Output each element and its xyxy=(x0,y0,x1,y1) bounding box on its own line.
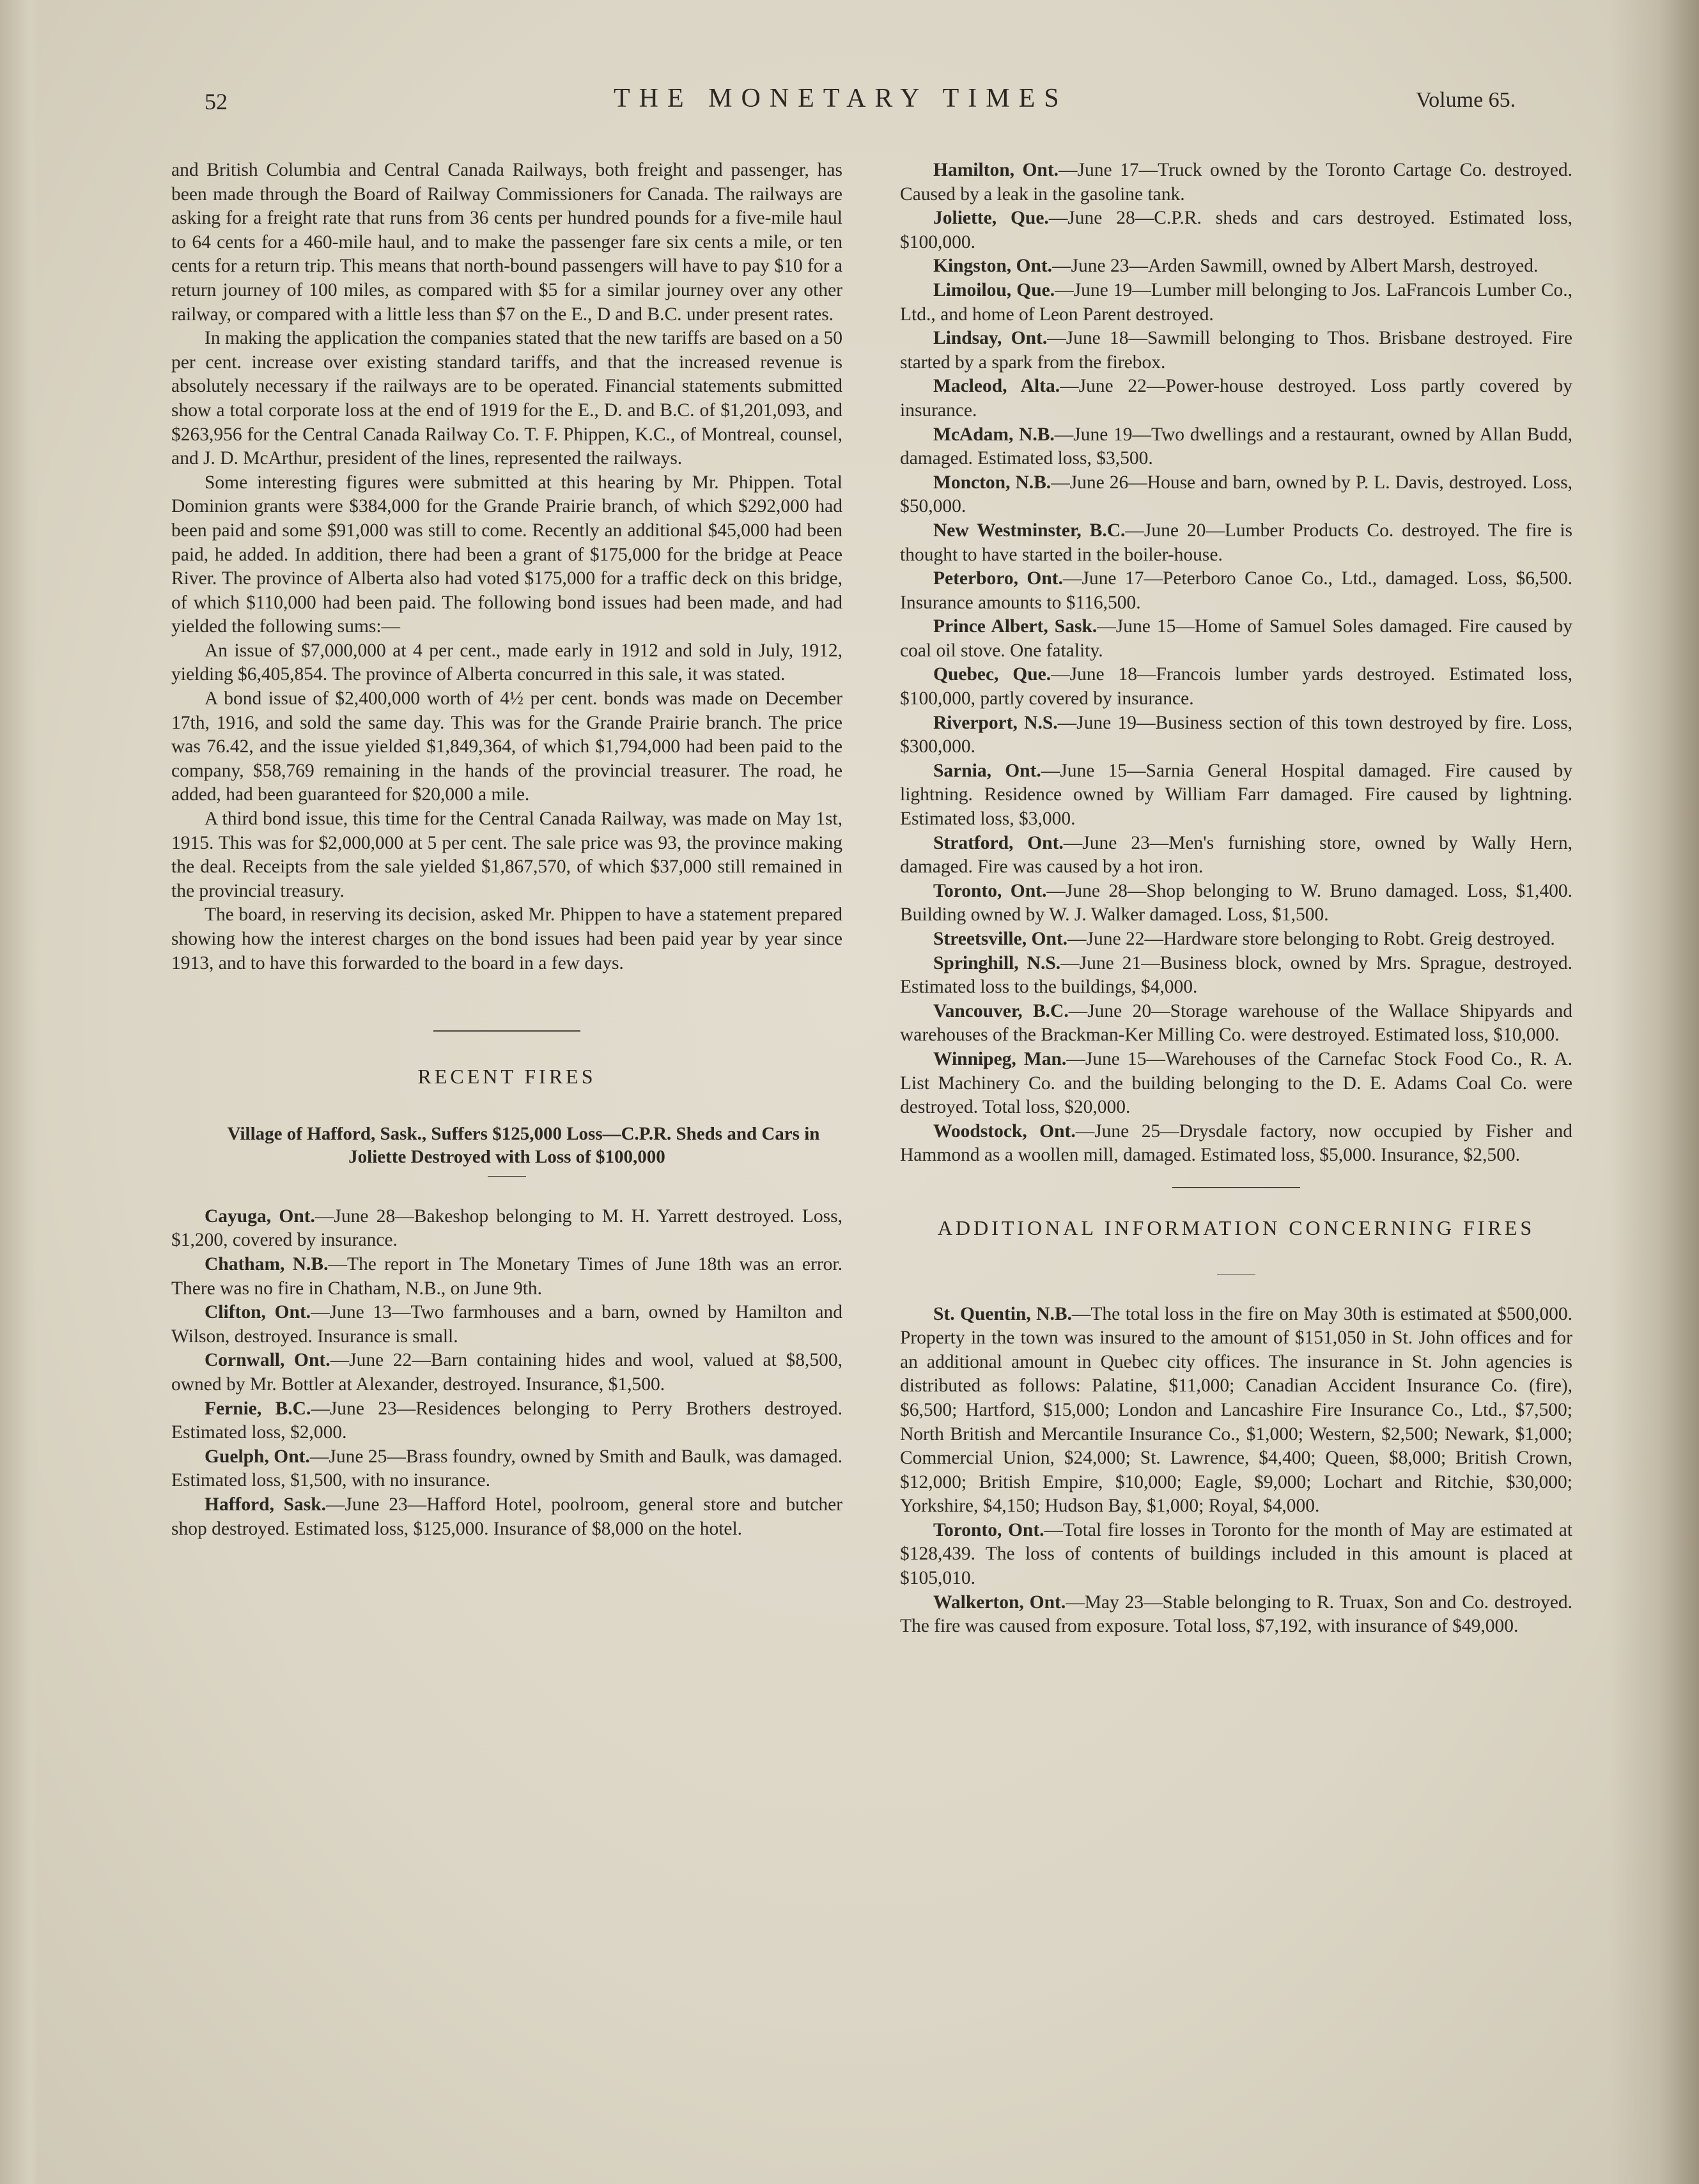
fire-text: —June 17—Peterboro Canoe Co., Ltd., damaged. Loss, $6,500. Insurance amounts to $116,500. xyxy=(900,568,1572,613)
fire-text: —June 18—Francois lumber yards destroyed. Estimated loss, $100,000, partly covered by insurance. xyxy=(900,664,1572,709)
fire-entry xyxy=(171,1445,842,1493)
left-column xyxy=(171,159,842,1541)
fire-text: —June 20—Storage warehouse of the Wallace Shipyards and warehouses of the Brackman-Ker Milling Co. were destroyed. Estimated loss, $10,000. xyxy=(900,1000,1572,1046)
fire-entry xyxy=(900,159,1572,206)
fire-entry xyxy=(900,519,1572,567)
fire-entry xyxy=(171,1493,842,1541)
fire-place: Cornwall, Ont. xyxy=(205,1350,330,1371)
fire-entry xyxy=(171,1349,842,1397)
subheading-rule xyxy=(488,1176,526,1177)
fire-entry xyxy=(171,1205,842,1253)
fire-text: —June 15—Home of Samuel Soles damaged. Fire caused by coal oil stove. One fatality. xyxy=(900,616,1572,661)
publication-title: THE MONETARY TIMES xyxy=(614,84,1068,113)
fire-place: Joliette, Que. xyxy=(933,208,1049,229)
fire-entry xyxy=(171,1301,842,1349)
fire-place: Toronto, Ont. xyxy=(933,880,1047,901)
fire-place: Cayuga, Ont. xyxy=(205,1205,315,1227)
fire-place: Clifton, Ont. xyxy=(205,1302,311,1323)
fire-place: Toronto, Ont. xyxy=(933,1519,1044,1540)
fire-entry xyxy=(900,927,1572,952)
fire-entry xyxy=(900,375,1572,422)
fire-text: —June 19—Two dwellings and a restaurant, owned by Allan Budd, damaged. Estimated loss, $3,500. xyxy=(900,424,1572,469)
fire-text: —June 18—Sawmill belonging to Thos. Brisbane destroyed. Fire started by a spark from the firebox. xyxy=(900,328,1572,373)
volume-label: Volume 65. xyxy=(1416,88,1516,112)
fire-text: —May 23—Stable belonging to R. Truax, Son and Co. destroyed. The fire was caused from exposure. Total loss, $7,192, with insurance of $49,000. xyxy=(900,1592,1572,1637)
fire-text: —June 23—Arden Sawmill, owned by Albert Marsh, destroyed. xyxy=(1052,256,1539,277)
fire-text: —June 22—Power-house destroyed. Loss partly covered by insurance. xyxy=(900,376,1572,421)
article-paragraph: An issue of $7,000,000 at 4 per cent., made early in 1912 and sold in July, 1912, yielding $6,405,854. The province of Alberta concurred in this sale, it was stated. xyxy=(171,640,842,685)
fire-entry xyxy=(900,832,1572,879)
fire-text: —June 23—Residences belonging to Perry Brothers destroyed. Estimated loss, $2,000. xyxy=(171,1398,842,1443)
fire-place: Guelph, Ont. xyxy=(205,1446,310,1467)
fire-place: Stratford, Ont. xyxy=(933,832,1064,853)
fire-place: Riverport, N.S. xyxy=(933,712,1058,733)
fire-place: Streetsville, Ont. xyxy=(933,929,1068,949)
fire-entry xyxy=(900,206,1572,254)
fire-text: —June 15—Sarnia General Hospital damaged. Fire caused by lightning. Residence owned by William Farr damaged. Fire caused by lightning. Estimated loss, $3,000. xyxy=(900,760,1573,830)
fire-text: —The total loss in the fire on May 30th is estimated at $500,000. Property in the town was insured to the amount of $151,050 in St. John offices and for an additional amount in Quebec city offices. The insurance in St. John agencies is distributed as follows: Palatine, $11,000; Canadian Accident Insurance Co. (fire), $6,500; Hartford, $15,000; London and Lancashire Fire Insurance Co., Ltd., $7,500; North British and Mercantile Insurance Co., $1,000; Western, $2,500; Newark, $1,000; Commercial Union, $24,000; St. Lawrence, $4,400; Queen, $8,000; British Crown, $12,000; British Empire, $10,000; Eagle, $9,000; Lochart and Ritchie, $30,000; Yorkshire, $4,150; Hudson Bay, $1,000; Royal, $4,000. xyxy=(900,1303,1572,1517)
page-header xyxy=(0,83,1699,121)
fire-place: St. Quentin, N.B. xyxy=(933,1303,1072,1324)
fire-entry xyxy=(900,711,1572,759)
fire-entry xyxy=(900,567,1572,615)
fire-text: —June 23—Hafford Hotel, poolroom, general store and butcher shop destroyed. Estimated loss, $125,000. Insurance of $8,000 on the hotel. xyxy=(171,1494,842,1539)
article-paragraph: and British Columbia and Central Canada Railways, both freight and passenger, has been made through the Board of Railway Commissioners for Canada. The railways are asking for a freight rate that runs from 36 cents per hundred pounds for a five-mile haul to 64 cents for a 460-mile haul, and to make the passenger fare six cents a mile, or ten cents for a return trip. This means that north-bound passengers will have to pay $10 for a return journey of 100 miles, as compared with $5 for a similar journey over any other railway, or compared with a little less than $7 on the E., D and B.C. under present rates. xyxy=(171,160,842,325)
fire-text: —June 28—Bakeshop belonging to M. H. Yarrett destroyed. Loss, $1,200, covered by insurance. xyxy=(171,1205,842,1251)
section-divider xyxy=(433,1030,580,1032)
article-paragraph: A bond issue of $2,400,000 worth of 4½ per cent. bonds was made on December 17th, 1916, and sold the same day. This was for the Grande Prairie branch. The price was 76.42, and the issue yielded $1,849,364, of which $1,794,000 had been paid to the company, $58,769 remaining in the hands of the provincial treasurer. The road, he added, had been guaranteed for $20,000 a mile. xyxy=(171,688,842,805)
fire-text: —June 22—Barn containing hides and wool, valued at $8,500, owned by Mr. Bottler at Alexander, destroyed. Insurance, $1,500. xyxy=(171,1350,842,1395)
fire-place: Peterboro, Ont. xyxy=(933,568,1063,589)
fire-text: —June 20—Lumber Products Co. destroyed. The fire is thought to have started in the boiler-house. xyxy=(900,520,1572,565)
recent-fires-subheading: Village of Hafford, Sask., Suffers $125,000 Loss—C.P.R. Sheds and Cars in Joliette Destroyed with Loss of $100,000 xyxy=(227,1123,820,1167)
additional-info-heading: ADDITIONAL INFORMATION CONCERNING FIRES xyxy=(937,1216,1535,1239)
fire-text: —Total fire losses in Toronto for the month of May are estimated at $128,439. The loss of contents of buildings included in this amount is placed at $105,010. xyxy=(900,1519,1572,1589)
fire-entry xyxy=(171,1253,842,1301)
fire-text: —June 19—Business section of this town destroyed by fire. Loss, $300,000. xyxy=(900,712,1572,757)
fire-entry xyxy=(900,1120,1572,1168)
fire-place: Hamilton, Ont. xyxy=(933,160,1059,180)
fire-entry xyxy=(900,663,1572,711)
page-right-edge xyxy=(1610,0,1699,2184)
fire-place: Prince Albert, Sask. xyxy=(933,616,1098,637)
fire-text: —June 22—Hardware store belonging to Robt. Greig destroyed. xyxy=(1067,929,1555,949)
fire-entry xyxy=(900,471,1572,519)
fire-entry xyxy=(900,1519,1572,1591)
fire-text: —June 26—House and barn, owned by P. L. Davis, destroyed. Loss, $50,000. xyxy=(900,472,1572,517)
fire-text: —June 25—Brass foundry, owned by Smith and Baulk, was damaged. Estimated loss, $1,500, with no insurance. xyxy=(171,1446,842,1491)
fire-entry xyxy=(900,1303,1572,1519)
fire-entry xyxy=(900,1048,1572,1120)
fire-place: Walkerton, Ont. xyxy=(933,1592,1066,1613)
fire-text: —June 13—Two farmhouses and a barn, owned by Hamilton and Wilson, destroyed. Insurance is small. xyxy=(171,1302,842,1347)
fire-place: Chatham, N.B. xyxy=(205,1253,329,1274)
fire-text: —June 23—Men's furnishing store, owned by Wally Hern, damaged. Fire was caused by a hot iron. xyxy=(900,832,1573,878)
article-paragraph: In making the application the companies stated that the new tariffs are based on a 50 per cent. increase over existing standard tariffs, and that the increased revenue is absolutely necessary if the railways are to be operated. Financial statements submitted show a total corporate loss at the end of 1919 for the E., D. and B.C. of $1,201,093, and $263,956 for the Central Canada Railway Co. T. F. Phippen, K.C., of Montreal, counsel, and J. D. McArthur, president of the lines, represented the railways. xyxy=(171,328,842,469)
fire-entry xyxy=(900,1000,1572,1048)
fire-text: —June 25—Drysdale factory, now occupied by Fisher and Hammond as a woollen mill, damaged. Estimated loss, $5,000. Insurance, $2,500. xyxy=(900,1120,1572,1166)
fire-place: Woodstock, Ont. xyxy=(933,1120,1076,1142)
fire-entry xyxy=(900,952,1572,1000)
fire-entry xyxy=(900,615,1572,663)
article-paragraph: Some interesting figures were submitted at this hearing by Mr. Phippen. Total Dominion grants were $384,000 for the Grande Prairie branch, of which $292,000 had been paid and some $91,000 was still to come. Recently an additional $45,000 had been paid, he added. In addition, there had been a grant of $175,000 for the bridge at Peace River. The province of Alberta also had voted $175,000 for a traffic deck on this bridge, of which $110,000 had been paid. The following bond issues had been made, and had yielded the following sums:— xyxy=(171,472,842,637)
fire-place: Fernie, B.C. xyxy=(205,1398,311,1419)
fire-entry xyxy=(171,1397,842,1445)
fire-entry xyxy=(900,879,1572,927)
fire-place: Kingston, Ont. xyxy=(933,256,1053,277)
page-left-edge xyxy=(0,0,38,2184)
fire-place: Macleod, Alta. xyxy=(933,376,1060,397)
fire-entry xyxy=(900,279,1572,327)
fire-entry xyxy=(900,759,1572,832)
fire-text: —June 19—Lumber mill belonging to Jos. LaFrancois Lumber Co., Ltd., and home of Leon Parent destroyed. xyxy=(900,279,1572,325)
fire-place: Vancouver, B.C. xyxy=(933,1000,1069,1021)
fire-place: Springhill, N.S. xyxy=(933,952,1061,973)
article-paragraph: A third bond issue, this time for the Central Canada Railway, was made on May 1st, 1915. This was for $2,000,000 at 5 per cent. The sale price was 93, the province making the deal. Receipts from the sale yielded $1,867,570, of which $37,000 still remained in the provincial treasury. xyxy=(171,809,842,901)
fire-entry xyxy=(900,1591,1572,1639)
fire-entry xyxy=(900,327,1572,375)
fire-text: —June 21—Business block, owned by Mrs. Sprague, destroyed. Estimated loss to the buildings, $4,000. xyxy=(900,952,1572,998)
section-divider xyxy=(1172,1187,1300,1188)
fire-entry xyxy=(900,254,1572,279)
fire-place: Moncton, N.B. xyxy=(933,472,1051,493)
article-paragraph: The board, in reserving its decision, asked Mr. Phippen to have a statement prepared showing how the interest charges on the bond issues had been paid year by year since 1913, and to have this forwarded to the board in a few days. xyxy=(171,904,842,973)
fire-place: Quebec, Que. xyxy=(933,664,1051,685)
fire-place: Hafford, Sask. xyxy=(205,1494,327,1515)
page-number: 52 xyxy=(205,89,228,114)
right-column xyxy=(900,159,1572,1639)
fire-place: Limoilou, Que. xyxy=(933,279,1055,300)
fire-text: —June 28—Shop belonging to W. Bruno damaged. Loss, $1,400. Building owned by W. J. Walker damaged. Loss, $1,500. xyxy=(900,880,1572,925)
recent-fires-heading: RECENT FIRES xyxy=(417,1065,596,1088)
fire-text: —June 17—Truck owned by the Toronto Cartage Co. destroyed. Caused by a leak in the gasoline tank. xyxy=(900,160,1572,205)
fire-text: —June 28—C.P.R. sheds and cars destroyed. Estimated loss, $100,000. xyxy=(900,208,1572,252)
fire-place: Lindsay, Ont. xyxy=(933,328,1048,349)
fire-place: New Westminster, B.C. xyxy=(933,520,1126,541)
fire-place: McAdam, N.B. xyxy=(933,424,1055,445)
fire-entry xyxy=(900,423,1572,471)
fire-place: Winnipeg, Man. xyxy=(933,1048,1067,1069)
fire-place: Sarnia, Ont. xyxy=(933,760,1041,781)
fire-text: —The report in The Monetary Times of June 18th was an error. There was no fire in Chatham, N.B., on June 9th. xyxy=(171,1253,842,1299)
fire-text: —June 15—Warehouses of the Carnefac Stock Food Co., R. A. List Machinery Co. and the building belonging to the D. E. Adams Coal Co. were destroyed. Total loss, $20,000. xyxy=(900,1048,1572,1118)
